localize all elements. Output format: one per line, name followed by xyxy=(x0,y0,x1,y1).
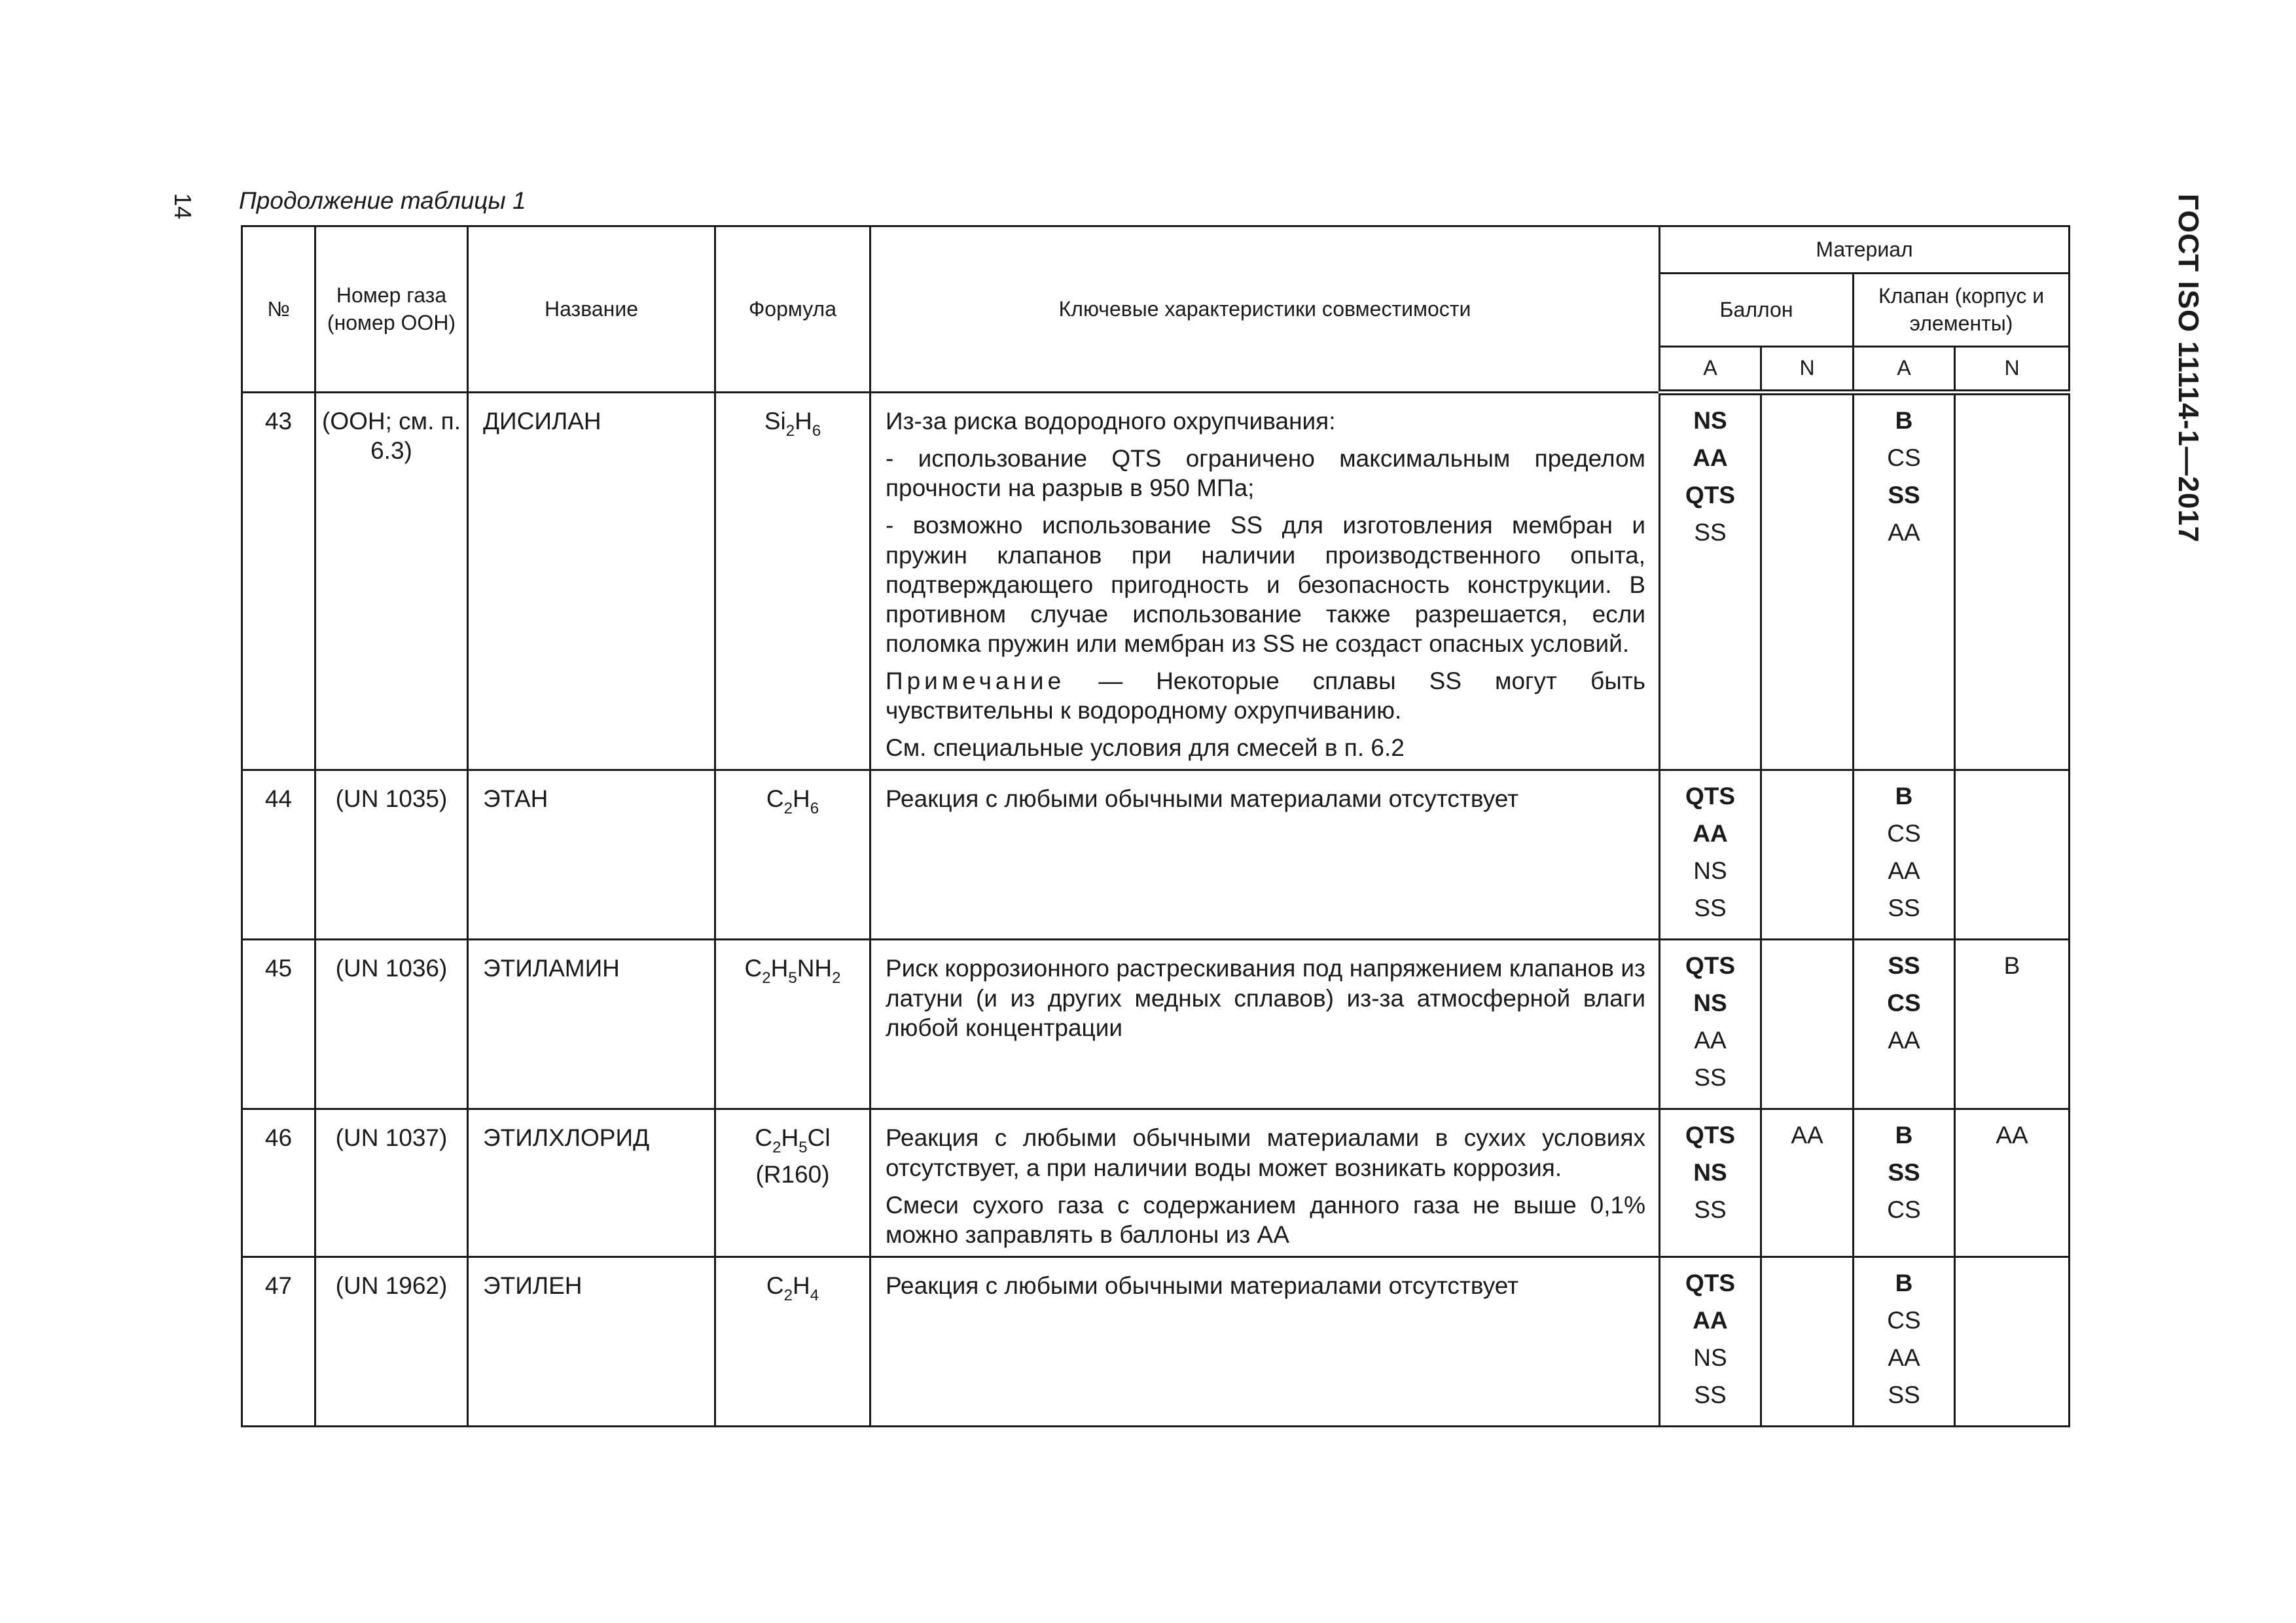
row-number: 44 xyxy=(242,770,315,940)
formula-subscript: 4 xyxy=(810,1286,819,1304)
material-code: SS xyxy=(1888,482,1920,508)
material-code: AA xyxy=(1996,1122,2028,1149)
compatibility-description xyxy=(870,770,1660,940)
formula-element: Si xyxy=(764,408,786,435)
valve-n-materials xyxy=(1955,940,2070,1109)
description-paragraph xyxy=(886,784,1645,813)
formula xyxy=(715,1257,870,1426)
description-paragraph xyxy=(886,444,1645,503)
material-code: CS xyxy=(1887,1196,1921,1224)
material-code: AA xyxy=(1693,444,1728,471)
material-code: AA xyxy=(1693,820,1728,847)
formula-subscript: 2 xyxy=(785,422,795,440)
header-cylinder-n: N xyxy=(1761,347,1854,393)
table-row xyxy=(242,940,2070,1109)
material-code: QTS xyxy=(1685,482,1736,508)
formula-element: H xyxy=(793,1272,810,1299)
gas-name: ЭТИЛЕН xyxy=(468,1257,715,1426)
header-cylinder: Баллон xyxy=(1660,274,1854,347)
valve-n-materials xyxy=(1955,770,2070,940)
page-number: 14 xyxy=(170,193,196,220)
formula-element: C xyxy=(766,1272,784,1299)
row-number: 45 xyxy=(242,940,315,1109)
row-number: 43 xyxy=(242,393,315,770)
material-code: AA xyxy=(1694,1027,1727,1054)
valve-n-materials xyxy=(1955,393,2070,770)
material-code: B xyxy=(1895,407,1913,434)
material-code: QTS xyxy=(1685,952,1736,980)
description-paragraph xyxy=(886,510,1645,658)
header-valve-a: A xyxy=(1854,347,1955,393)
formula-element: H xyxy=(781,1124,799,1152)
material-code: CS xyxy=(1887,1306,1921,1334)
material-code: CS xyxy=(1887,990,1921,1017)
formula-element: H xyxy=(770,955,789,982)
valve-a-materials xyxy=(1854,393,1955,770)
material-code: B xyxy=(2003,952,2020,980)
cylinder-a-materials xyxy=(1660,393,1761,770)
header-valve-n: N xyxy=(1955,347,2070,393)
material-code: SS xyxy=(1694,895,1727,922)
formula-element: C xyxy=(766,785,784,813)
description-paragraph xyxy=(886,1123,1645,1182)
material-code: NS xyxy=(1693,407,1727,434)
header-name: Название xyxy=(468,226,715,393)
material-code: NS xyxy=(1693,1159,1727,1186)
formula-subscript: 6 xyxy=(810,800,819,818)
description-paragraph xyxy=(886,1271,1645,1300)
description-text: — Некоторые сплавы SS могут быть чувствительны к водородному охрупчиванию. xyxy=(886,668,1646,724)
material-code: B xyxy=(1895,783,1913,810)
formula xyxy=(715,393,870,770)
valve-a-materials xyxy=(1854,940,1955,1109)
formula xyxy=(715,940,870,1109)
gas-compatibility-table xyxy=(241,225,2070,1427)
formula-text xyxy=(766,1272,819,1304)
material-code: AA xyxy=(1791,1122,1823,1149)
compatibility-description xyxy=(870,1257,1660,1426)
material-code: QTS xyxy=(1685,1269,1736,1296)
description-text: Смеси сухого газа с содержанием данного газа не выше 0,1% можно заправлять в баллоны из АА xyxy=(886,1191,1645,1248)
gas-name: ДИСИЛАН xyxy=(468,393,715,770)
description-text: Риск коррозионного растрескивания под напряжением клапанов из латуни (и из других медных сплавов) из-за атмосферной влаги любой концентрации xyxy=(886,955,1645,1041)
formula-element: H xyxy=(793,785,810,813)
description-paragraph xyxy=(886,733,1645,762)
valve-a-materials xyxy=(1854,770,1955,940)
cylinder-n-materials xyxy=(1761,1109,1854,1257)
table-row xyxy=(242,1109,2070,1257)
cylinder-a-materials xyxy=(1660,940,1761,1109)
formula-subscript: 2 xyxy=(783,1286,793,1304)
valve-n-materials xyxy=(1955,1257,2070,1426)
material-code: QTS xyxy=(1685,783,1736,810)
header-valve: Клапан (корпус и элементы) xyxy=(1854,274,2070,347)
material-code: NS xyxy=(1693,857,1727,885)
material-code: CS xyxy=(1887,820,1921,847)
material-code: SS xyxy=(1694,1381,1727,1408)
material-code: NS xyxy=(1693,1344,1727,1371)
material-code: QTS xyxy=(1685,1122,1736,1149)
formula-subscript: 6 xyxy=(812,422,821,440)
material-code: B xyxy=(1895,1269,1913,1296)
compatibility-description xyxy=(870,393,1660,770)
material-code: CS xyxy=(1887,444,1921,471)
cylinder-n-materials xyxy=(1761,1257,1854,1426)
header-material: Материал xyxy=(1660,226,2070,274)
description-text: Из-за риска водородного охрупчивания: xyxy=(886,408,1336,435)
material-code: SS xyxy=(1888,1381,1920,1408)
material-code: NS xyxy=(1693,990,1727,1017)
gas-number: (UN 1036) xyxy=(315,940,468,1109)
description-paragraph xyxy=(886,666,1645,725)
material-code: B xyxy=(1895,1122,1913,1149)
material-code: SS xyxy=(1694,1196,1727,1224)
description-paragraph xyxy=(886,954,1645,1042)
table-caption: Продолжение таблицы 1 xyxy=(239,187,526,214)
valve-a-materials xyxy=(1854,1109,1955,1257)
formula-subscript: 2 xyxy=(772,1139,781,1157)
standard-designation: ГОСТ ISO 11114-1—2017 xyxy=(2172,194,2204,543)
description-paragraph xyxy=(886,1190,1645,1249)
description-text: Реакция с любыми обычными материалами отсутствует xyxy=(886,785,1519,813)
header-cylinder-a: A xyxy=(1660,347,1761,393)
header-gas-number: Номер газа (номер ООН) xyxy=(315,226,468,393)
material-code: AA xyxy=(1888,1027,1920,1054)
formula-element: C xyxy=(755,1124,773,1152)
formula-subscript: 5 xyxy=(798,1139,808,1157)
formula-subscript: 2 xyxy=(832,969,841,988)
description-text: См. специальные условия для смесей в п. 6.2 xyxy=(886,734,1405,762)
gas-number: (UN 1037) xyxy=(315,1109,468,1257)
material-code: AA xyxy=(1888,857,1920,885)
table-row xyxy=(242,770,2070,940)
gas-number: (UN 1035) xyxy=(315,770,468,940)
formula-element: C xyxy=(744,955,762,982)
description-text: Реакция с любыми обычными материалами в сухих условиях отсутствует, а при наличии воды может возникать коррозия. xyxy=(886,1124,1645,1181)
row-number: 46 xyxy=(242,1109,315,1257)
header-no: № xyxy=(242,226,315,393)
table-row xyxy=(242,393,2070,770)
table-row xyxy=(242,1257,2070,1426)
valve-n-materials xyxy=(1955,1109,2070,1257)
formula-subscript: 2 xyxy=(783,800,793,818)
gas-number: (ООН; см. п. 6.3) xyxy=(315,393,468,770)
description-text: - возможно использование SS для изготовления мембран и пружин клапанов при наличии производственного опыта, подтверждающего пригодность и безопасность конструкции. В противном случае использование также разрешается, если поломка пружин или мембран из SS не создаст опасных условий. xyxy=(886,512,1645,657)
material-code: SS xyxy=(1694,1064,1727,1092)
description-text: - использование QTS ограничено максимальным пределом прочности на разрыв в 950 МПа; xyxy=(886,445,1645,502)
description-paragraph xyxy=(886,406,1645,436)
formula-element: H xyxy=(795,408,812,435)
formula-subscript: 2 xyxy=(762,969,771,988)
cylinder-a-materials xyxy=(1660,1257,1761,1426)
material-code: AA xyxy=(1888,1344,1920,1371)
compatibility-description xyxy=(870,940,1660,1109)
cylinder-a-materials xyxy=(1660,770,1761,940)
formula xyxy=(715,770,870,940)
formula-element: Cl xyxy=(807,1124,831,1152)
gas-name: ЭТИЛАМИН xyxy=(468,940,715,1109)
compatibility-description xyxy=(870,1109,1660,1257)
cylinder-a-materials xyxy=(1660,1109,1761,1257)
formula-refrigerant-code: (R160) xyxy=(755,1160,830,1188)
row-number: 47 xyxy=(242,1257,315,1426)
formula-text xyxy=(764,408,821,440)
note-label: Примечание xyxy=(886,668,1066,694)
material-code: SS xyxy=(1888,1159,1920,1186)
material-code: AA xyxy=(1693,1306,1728,1334)
material-code: SS xyxy=(1888,952,1920,980)
formula-text xyxy=(766,785,819,818)
formula-text xyxy=(755,1124,831,1157)
material-code: AA xyxy=(1888,519,1920,546)
gas-name: ЭТАН xyxy=(468,770,715,940)
formula-subscript: 5 xyxy=(788,969,797,988)
cylinder-n-materials xyxy=(1761,770,1854,940)
description-text: Реакция с любыми обычными материалами отсутствует xyxy=(886,1272,1519,1299)
material-code: SS xyxy=(1888,895,1920,922)
cylinder-n-materials xyxy=(1761,393,1854,770)
material-code: SS xyxy=(1694,519,1727,546)
gas-name: ЭТИЛХЛОРИД xyxy=(468,1109,715,1257)
header-compatibility: Ключевые характеристики совместимости xyxy=(870,226,1660,393)
formula-element: NH xyxy=(797,955,833,982)
formula-text xyxy=(744,955,841,988)
gas-number: (UN 1962) xyxy=(315,1257,468,1426)
formula xyxy=(715,1109,870,1257)
header-formula: Формула xyxy=(715,226,870,393)
valve-a-materials xyxy=(1854,1257,1955,1426)
cylinder-n-materials xyxy=(1761,940,1854,1109)
